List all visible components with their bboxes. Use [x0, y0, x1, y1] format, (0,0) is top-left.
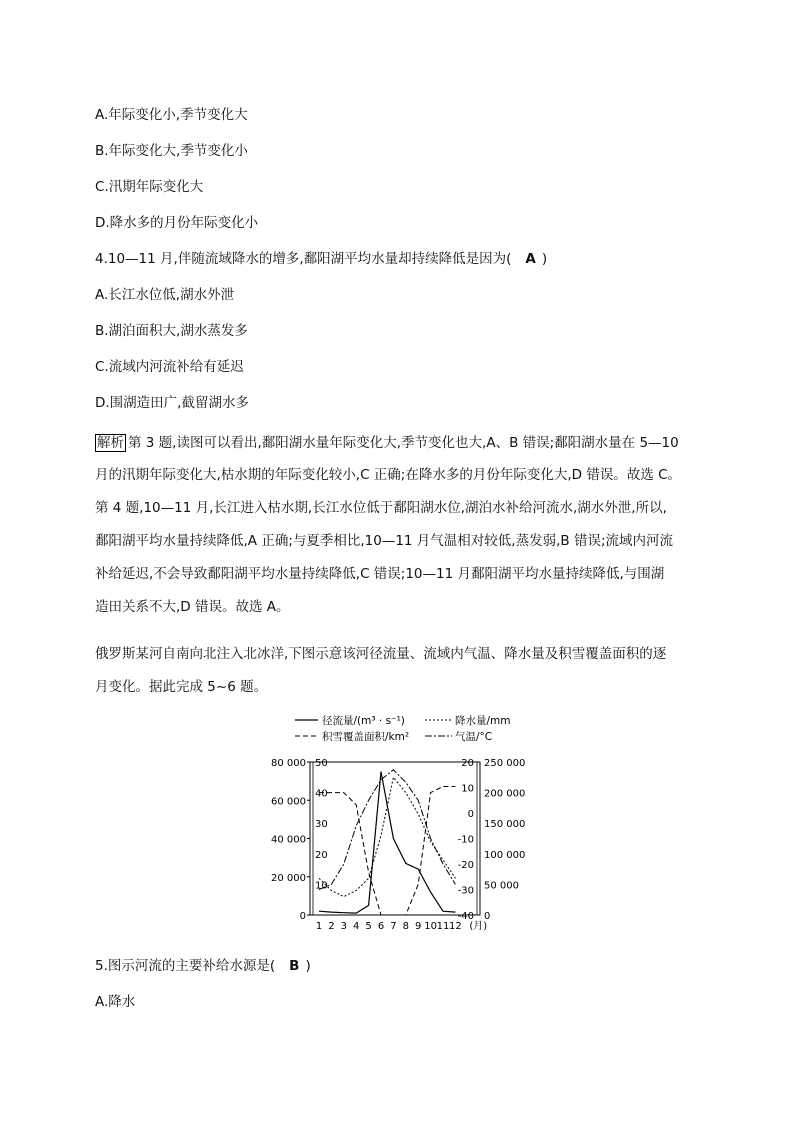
- q3-option-b: B.年际变化大,季节变化小: [95, 143, 248, 159]
- q3-option-a: A.年际变化小,季节变化大: [95, 107, 248, 123]
- tick-left-outer: 60 000: [271, 796, 306, 808]
- q4-stem-text: 4.10—11 月,伴随流域降水的增多,鄱阳湖平均水量却持续降低是因为(: [95, 251, 512, 267]
- tick-x: 10: [424, 921, 437, 932]
- q4-option-c: C.流域内河流补给有延迟: [95, 359, 244, 375]
- q3-option-d: D.降水多的月份年际变化小: [95, 215, 259, 231]
- series-line-1: [319, 777, 455, 896]
- q4-option-b: B.湖泊面积大,湖水蒸发多: [95, 323, 248, 339]
- legend-label: 径流量/(m³ · s⁻¹): [322, 715, 405, 727]
- explanation-line-6: 造田关系不大,D 错误。故选 A。: [95, 599, 290, 615]
- legend-label: 积雪覆盖面积/km²: [322, 731, 410, 743]
- tick-right-inner: 0: [467, 809, 474, 820]
- tick-x: 5: [365, 921, 372, 932]
- explanation-line-2: 月的汛期年际变化大,枯水期的年际变化较小,C 正确;在降水多的月份年际变化大,D 错误。故选 C。: [95, 467, 682, 483]
- tick-x: 9: [415, 921, 422, 932]
- series-line-3: [319, 770, 455, 890]
- chart-legend: [295, 714, 511, 743]
- tick-x: 2: [328, 921, 335, 932]
- tick-right-inner: -10: [457, 834, 474, 846]
- tick-x: 3: [340, 921, 347, 932]
- explanation-line-4: 鄱阳湖平均水量持续降低,A 正确;与夏季相比,10—11 月气温相对较低,蒸发弱,B 错误;流域内河流: [95, 533, 673, 549]
- q5-option-a: A.降水: [95, 994, 136, 1010]
- tick-right-inner: -40: [457, 911, 474, 922]
- x-unit: (月): [469, 921, 488, 932]
- legend-label: 气温/°C: [455, 731, 493, 743]
- tick-x: 4: [353, 921, 360, 932]
- tick-left-outer: 80 000: [271, 758, 306, 769]
- tick-right-inner: 20: [461, 758, 474, 769]
- intro-line-2: 月变化。据此完成 5~6 题。: [95, 679, 268, 695]
- tick-left-outer: 40 000: [271, 834, 306, 846]
- legend-label: 降水量/mm: [455, 715, 511, 727]
- tick-x: 6: [377, 921, 385, 932]
- tick-x: 12: [449, 921, 462, 932]
- tick-right-outer: 100 000: [484, 849, 526, 861]
- tick-left-inner: 10: [315, 880, 328, 892]
- q4-option-a: A.长江水位低,湖水外泄: [95, 287, 235, 303]
- tick-left-outer: 0: [299, 911, 306, 922]
- tick-x: 7: [390, 921, 397, 932]
- tick-x: 8: [402, 921, 409, 932]
- explanation-text-1: 第 3 题,读图可以看出,鄱阳湖水量年际变化大,季节变化也大,A、B 错误;鄱阳湖水量在 5—10: [128, 435, 679, 451]
- tick-right-inner: 10: [461, 783, 474, 795]
- tick-left-inner: 50: [315, 758, 328, 769]
- chart-axes: [271, 758, 525, 932]
- intro-line-1: 俄罗斯某河自南向北注入北冰洋,下图示意该河径流量、流域内气温、降水量及积雪覆盖面积的逐: [95, 646, 667, 662]
- explanation-line-1: [95, 433, 679, 453]
- tick-right-outer: 0: [484, 911, 491, 922]
- tick-right-inner: -20: [457, 860, 474, 871]
- tick-right-outer: 250 000: [484, 758, 526, 769]
- tick-right-outer: 50 000: [484, 880, 519, 892]
- tick-x: 1: [315, 921, 323, 932]
- river-chart: [0, 710, 794, 950]
- q5-stem-close: ): [305, 958, 311, 974]
- tick-right-outer: 200 000: [484, 788, 526, 800]
- explanation-line-5: 补给延迟,不会导致鄱阳湖平均水量持续降低,C 错误;10—11 月鄱阳湖平均水量持续降低,与围湖: [95, 566, 665, 582]
- q5-stem-text: 5.图示河流的主要补给水源是(: [95, 958, 276, 974]
- q3-option-c: C.汛期年际变化大: [95, 179, 204, 195]
- q4-option-d: D.围湖造田广,截留湖水多: [95, 395, 249, 411]
- q4-answer: A: [525, 251, 536, 267]
- tick-left-outer: 20 000: [271, 872, 306, 884]
- tick-right-outer: 150 000: [484, 819, 526, 831]
- tick-left-inner: 30: [315, 819, 328, 831]
- tick-left-inner: 40: [315, 788, 328, 800]
- chart-series: [319, 770, 455, 915]
- explanation-tag: 解析: [97, 435, 124, 451]
- explanation-line-3: 第 4 题,10—11 月,长江进入枯水期,长江水位低于鄱阳湖水位,湖泊水补给河流水,湖水外泄,所以,: [95, 500, 667, 516]
- q4-stem-close: ): [541, 251, 548, 267]
- tick-x: 11: [436, 921, 450, 932]
- q5-stem: [95, 956, 311, 976]
- tick-right-inner: -30: [457, 885, 474, 897]
- tick-left-inner: 20: [315, 849, 328, 861]
- q5-answer: B: [289, 958, 300, 974]
- q4-stem: [95, 249, 547, 269]
